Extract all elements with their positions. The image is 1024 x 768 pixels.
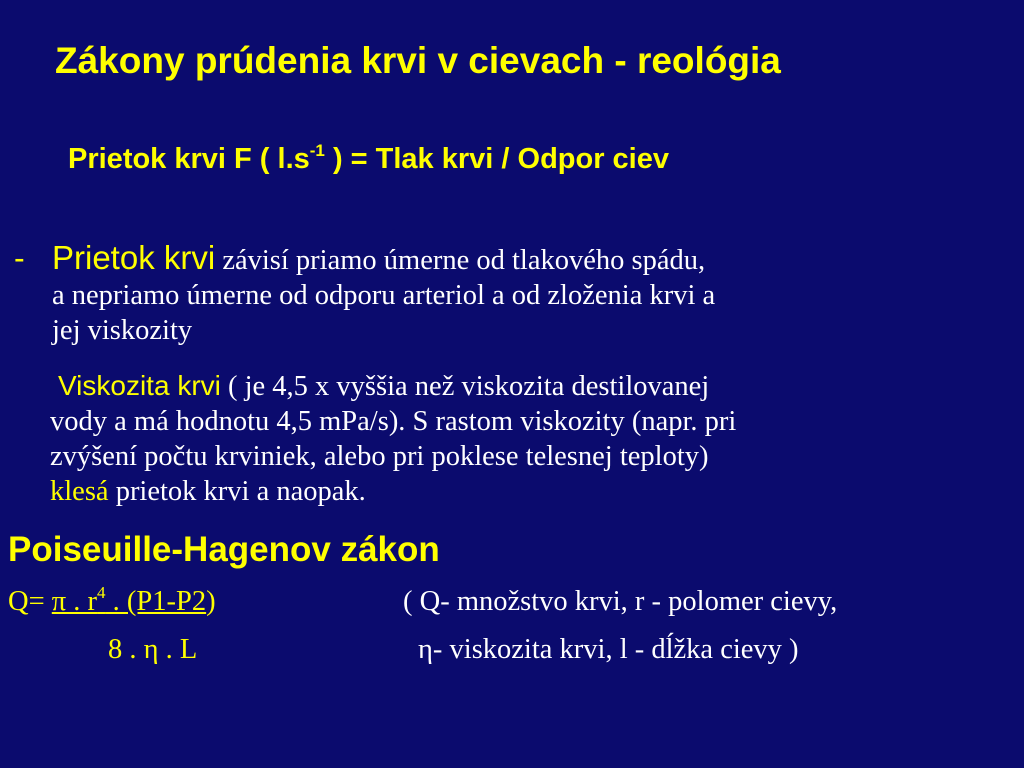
paragraph-flow-line3: jej viskozity — [52, 315, 193, 346]
equation-numerator-rest: . (P1-P2 — [105, 586, 207, 617]
term-viskozita-krvi: Viskozita krvi — [58, 370, 221, 401]
flow-formula — [68, 143, 669, 176]
paragraph-viscosity-line2: vody a má hodnotu 4,5 mPa/s). S rastom viskozity (napr. pri — [50, 406, 737, 437]
term-prietok-krvi: Prietok krvi — [52, 239, 216, 276]
formula-right: ) = Tlak krvi / Odpor ciev — [324, 143, 669, 175]
paragraph-flow-line1: závisí priamo úmerne od tlakového spádu, — [215, 245, 706, 276]
paragraph-viscosity-line3: zvýšení počtu krviniek, alebo pri poklese telesnej teploty) — [50, 441, 709, 472]
paragraph-viscosity-line1 — [50, 368, 1020, 404]
legend-line2: η- viskozita krvi, l - dĺžka cievy ) — [418, 634, 799, 665]
slide-title: Zákony prúdenia krvi v cievach - reológia — [55, 40, 781, 81]
equation-numerator-base: π . r — [51, 586, 98, 617]
equation-numerator-exponent: 4 — [97, 583, 106, 602]
paragraph-viscosity-text4: prietok krvi a naopak. — [108, 476, 366, 507]
formula-exponent: -1 — [309, 141, 325, 160]
paragraph-flow-line2: a nepriamo úmerne od odporu arteriol a od zloženia krvi a — [52, 280, 716, 311]
paragraph-viscosity — [50, 368, 1020, 509]
equation-denominator: 8 . η . L — [108, 634, 198, 665]
highlight-klesa: klesá — [50, 476, 109, 507]
equation-close-paren: ) — [206, 586, 216, 617]
equation-lhs: Q= — [8, 586, 45, 617]
law-title: Poiseuille-Hagenov zákon — [8, 530, 440, 569]
legend-line1: ( Q- množstvo krvi, r - polomer cievy, — [403, 586, 838, 617]
paragraph-viscosity-text1: ( je 4,5 x vyššia než viskozita destilovanej — [220, 371, 710, 402]
formula-left: Prietok krvi F ( l.s — [68, 143, 310, 175]
equation-numerator — [51, 583, 207, 617]
bullet-dash: - — [14, 240, 25, 276]
paragraph-flow — [14, 240, 1014, 348]
paragraph-viscosity-line4 — [50, 474, 1020, 509]
equation-numerator-line — [8, 583, 216, 618]
